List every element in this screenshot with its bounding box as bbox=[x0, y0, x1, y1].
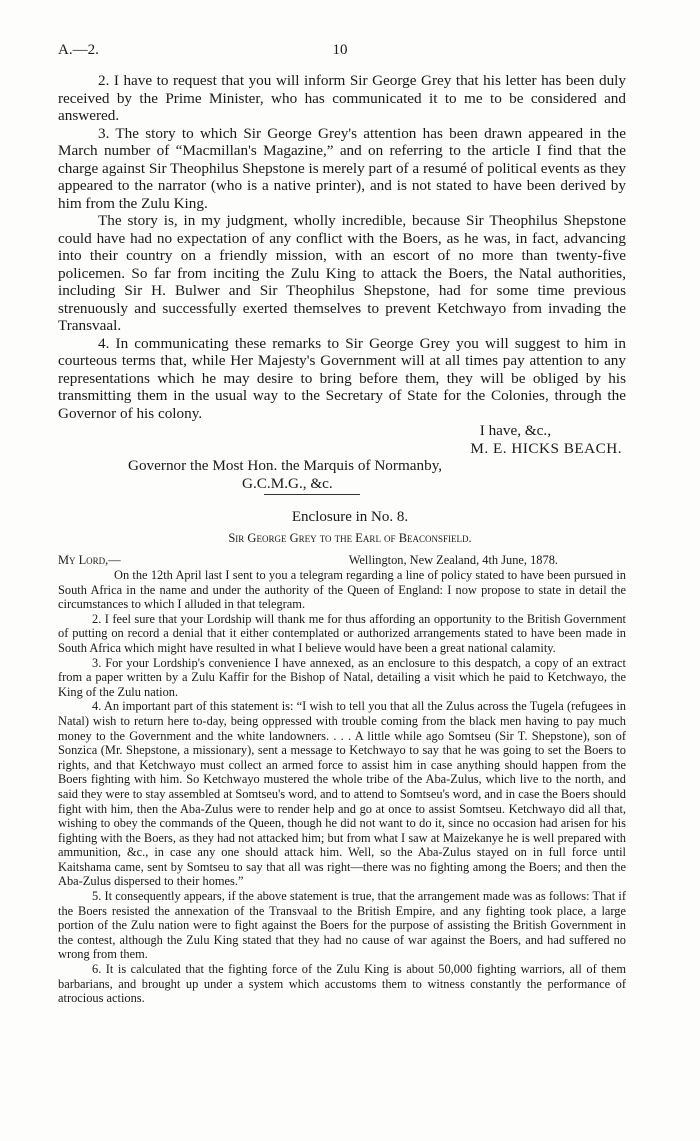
addressee-line: Governor the Most Hon. the Marquis of Normanby, bbox=[128, 457, 443, 474]
enclosure-paragraph: 2. I feel sure that your Lordship will thank me for thus affording an opportunity to the British Government of putting on record a denial that it either contemplated or authorized arrangements stated to have been made in South Africa which might have resulted in what I believe would have been a great national calamity. bbox=[58, 611, 626, 655]
document-reference: A.—2. bbox=[58, 42, 99, 58]
letter-paragraph: 2. I have to request that you will inform Sir George Grey that his letter has been duly received by the Prime Minister, who has communicated it to me to be considered and answered. bbox=[58, 72, 626, 124]
enclosure-paragraph: 5. It consequently appears, if the above statement is true, that the arrangement made was as follows: That if the Boers resisted the annexation of the Transvaal to the British Empire, and any fighting took place, a large portion of the Zulu nation were to fight against the Boers for the purpose of assisting the British Government in the contest, although the Zulu King stated that they had no cause of war against the Boers, and had suffered no wrong from them. bbox=[58, 889, 626, 962]
enclosure-title: Enclosure in No. 8. bbox=[291, 509, 409, 525]
addressee-honours: G.C.M.G., &c. bbox=[242, 474, 333, 492]
enclosure-paragraph: 4. An important part of this statement is: “I wish to tell you that all the Zulus across the Tugela (refugees in Natal) wish to return here to-day, being oppressed with trouble coming from the black men having to pay much money to the Government and the white landowners. . . . A little while ago Somtseu (Sir T. Shepstone), son of Sonzica (Mr. Shepstone, a missionary), sent a message to Ketchwayo to say that he was going to set the Boers to rights, and that Ketchwayo must collect an armed force to assist him in case anything should happen from the Boers fighting with him. So Ketchwayo mustered the whole tribe of the Aba-Zulus, which live to the north, and said they were to stay assembled at Somtseu's word, and to attend to Somtseu's word, and in case the Boers should fight with him, then the Aba-Zulus were to render help and go at once to assist Somtseu. Ketchwayo did all that, wishing to obey the commands of the Queen, though he did not want to do it, since no occasion had arisen for his fighting with the Boers, as they had not attacked him; but from what I saw at Maizekanye he is well prepared with ammunition, &c., in case any one should attack him. Well, so the Aba-Zulus stayed on in full force until Kaitshama came, sent by Somtseu to say that all was right—there was no fighting among the Boers; and then the Aba-Zulus dispersed to their homes.” bbox=[58, 699, 626, 889]
letter-paragraph: 3. The story to which Sir George Grey's attention has been drawn appeared in the March number of “Macmillan's Magazine,” and on referring to the article I find that the charge against Sir Theophilus Shepstone is merely part of a resumé of political events as they appeared to the narrator (who is a native printer), and is not stated to have been derived by him from the Zulu King. bbox=[58, 124, 626, 212]
letter-closing: I have, &c., bbox=[479, 422, 551, 439]
salutation-row bbox=[58, 553, 626, 568]
dateline: Wellington, New Zealand, 4th June, 1878. bbox=[348, 553, 558, 567]
page-header bbox=[58, 42, 622, 62]
enclosure-paragraph: 6. It is calculated that the fighting force of the Zulu King is about 50,000 fighting warriors, all of them barbarians, and brought up under a system which accustoms them to witness constantly the performance of atrocious actions. bbox=[58, 962, 626, 1006]
page-number: 10 bbox=[332, 42, 348, 58]
section-divider bbox=[264, 494, 360, 495]
enclosure-from-line: Sir George Grey to the Earl of Beaconsfield. bbox=[228, 531, 472, 545]
letter-paragraph: The story is, in my judgment, wholly incredible, because Sir Theophilus Shepstone could have had no expectation of any conflict with the Boers, as he was, in fact, advancing into their country on a friendly mission, with an escort of no more than twenty-five policemen. So far from inciting the Zulu King to attack the Boers, the Natal authorities, including Sir H. Bulwer and Sir Theophilus Shepstone, had for some time previous strenuously and successfully exerted themselves to prevent Ketchwayo from invading the Transvaal. bbox=[58, 212, 626, 334]
enclosure-paragraph: 3. For your Lordship's convenience I have annexed, as an enclosure to this despatch, a copy of an extract from a paper written by a Zulu Kaffir for the Bishop of Natal, detailing a visit which he paid to Ketchwayo, the King of the Zulu nation. bbox=[58, 655, 626, 699]
enclosure-body bbox=[58, 553, 626, 1006]
salutation: My Lord,— bbox=[58, 553, 121, 567]
letter-body bbox=[58, 72, 626, 492]
enclosure-paragraph: On the 12th April last I sent to you a telegram regarding a line of policy stated to have been pursued in South Africa in the name and under the authority of the Queen of England: I now propose to state in detail the circumstances to which I alluded in that telegram. bbox=[58, 568, 626, 612]
letter-signature: M. E. HICKS BEACH. bbox=[470, 439, 622, 457]
letter-paragraph: 4. In communicating these remarks to Sir George Grey you will suggest to him in courteous terms that, while Her Majesty's Government will at all times pay attention to any representations which he may desire to bring before them, they will be obliged by his transmitting them in the usual way to the Secretary of State for the Colonies, through the Governor of his colony. bbox=[58, 334, 626, 422]
